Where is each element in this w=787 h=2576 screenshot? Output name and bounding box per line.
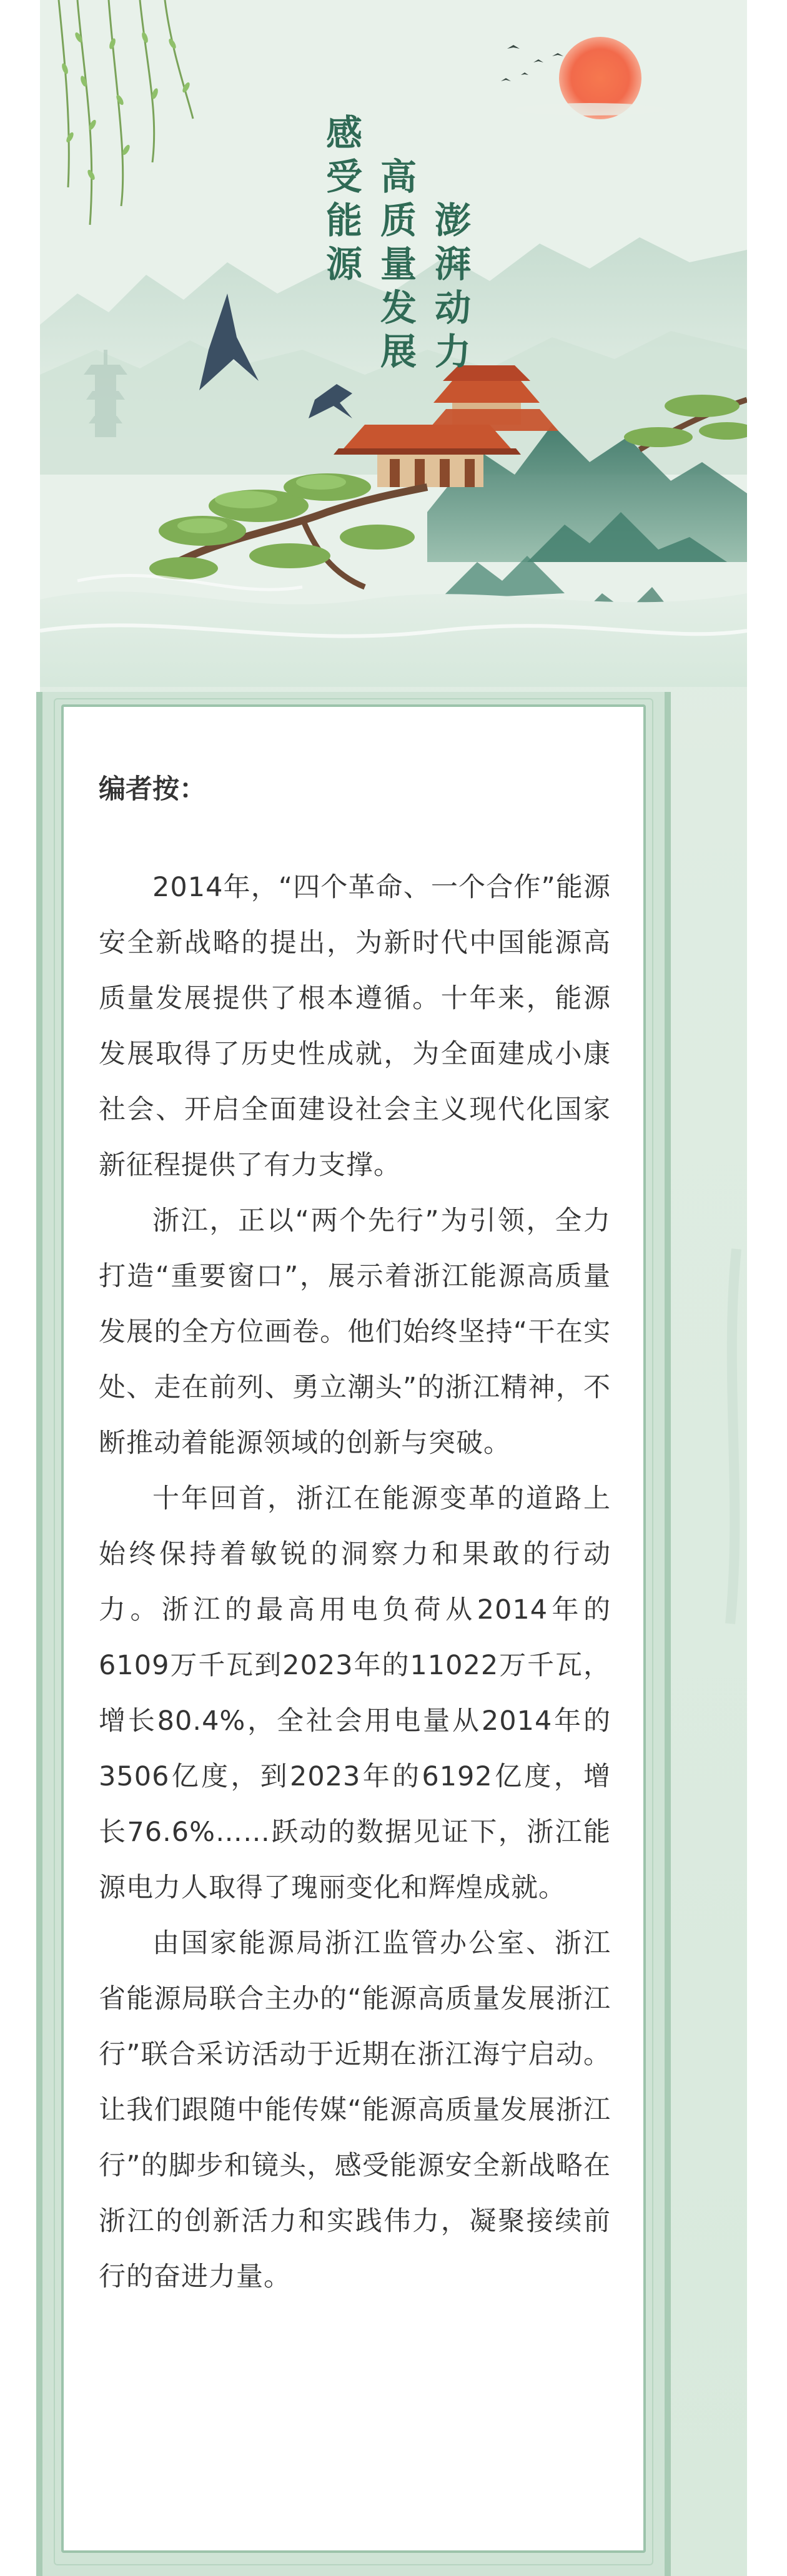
river-mist [40, 591, 747, 687]
title-column-2: 高质量发展 [374, 157, 417, 376]
title-column-1: 感受能源 [320, 114, 362, 289]
header-illustration [40, 0, 747, 687]
article-paragraph: 由国家能源局浙江监管办公室、浙江省能源局联合主办的“能源高质量发展浙江行”联合采访活动于近期在浙江海宁启动。让我们跟随中能传媒“能源高质量发展浙江行”的脚步和镜头，感受能源安全新战略在浙江的创新活力和实践伟力，凝聚接续前行的奋进力量。 [99, 1928, 611, 2292]
article-paragraph: 2014年，“四个革命、一个合作”能源安全新战略的提出，为新时代中国能源高质量发展提供了根本遵循。十年来，能源发展取得了历史性成就，为全面建成小康社会、开启全面建设社会主义现代化国家新征程提供了有力支撑。 [99, 872, 611, 1181]
editor-note-heading: 编者按： [99, 774, 206, 805]
article-paragraph: 浙江，正以“两个先行”为引领，全力打造“重要窗口”，展示着浙江能源高质量发展的全方位画卷。他们始终坚持“干在实处、走在前列、勇立潮头”的浙江精神，不断推动着能源领域的创新与突破。 [99, 1205, 611, 1459]
article-paragraph: 十年回首，浙江在能源变革的道路上始终保持着敏锐的洞察力和果敢的行动力。浙江的最高用电负荷从2014年的6109万千瓦到2023年的11022万千瓦，增长80.4%，全社会用电量从2014年的3506亿度，到2023年的6192亿度，增长76.6%……跃动的数据见证下，浙江能源电力人取得了瑰丽变化和辉煌成就。 [99, 1483, 611, 1903]
title-column-3: 澎湃动力 [428, 201, 471, 376]
article-content [99, 762, 611, 2305]
